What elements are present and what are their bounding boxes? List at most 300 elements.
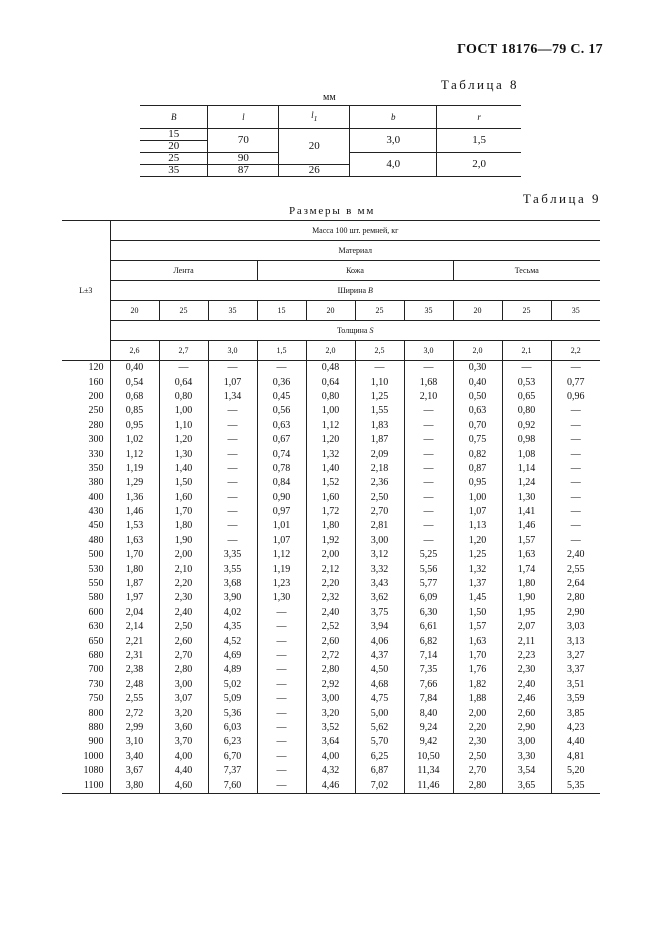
t9-mass-cell: 4,37	[355, 649, 404, 663]
t9-mass-cell: 0,63	[257, 419, 306, 433]
t9-mass-cell: 1,83	[355, 419, 404, 433]
table-row	[62, 735, 600, 749]
t9-mass-cell: 10,50	[404, 750, 453, 764]
t9-mass-cell: 0,30	[453, 361, 502, 376]
t9-mass-cell: 0,92	[502, 419, 551, 433]
t9-mass-cell: —	[208, 404, 257, 418]
t9-mass-cell: 5,25	[404, 548, 453, 562]
t9-mass-cell: 0,45	[257, 390, 306, 404]
table8-caption: Таблица 8	[440, 77, 519, 92]
t9-thickness-value: 1,5	[257, 341, 306, 361]
t9-mass-cell: 3,43	[355, 577, 404, 591]
t9-mass-cell: 1,57	[453, 620, 502, 634]
t9-mass-cell: 3,32	[355, 562, 404, 576]
t9-mass-cell: 1,40	[159, 462, 208, 476]
t9-mass-cell: 1,50	[453, 606, 502, 620]
t9-width-value: 20	[306, 301, 355, 321]
t9-mass-cell: —	[551, 505, 600, 519]
t9-mass-cell: 3,67	[110, 764, 159, 778]
t8-cell: 87	[208, 165, 279, 177]
t9-mass-cell: 6,70	[208, 750, 257, 764]
t9-mass-cell: 2,80	[453, 778, 502, 793]
table-row	[62, 562, 600, 576]
t9-mass-cell: 4,00	[306, 750, 355, 764]
t9-mass-cell: 4,40	[159, 764, 208, 778]
t9-mass-cell: 2,70	[355, 505, 404, 519]
t9-mass-cell: 6,82	[404, 634, 453, 648]
table-row	[62, 678, 600, 692]
t9-mass-cell: —	[404, 476, 453, 490]
t9-mass-cell: 0,74	[257, 447, 306, 461]
t9-mass-cell: 2,50	[159, 620, 208, 634]
t9-mass-cell: —	[208, 433, 257, 447]
t9-mass-cell: 0,36	[257, 375, 306, 389]
t9-mass-cell: 3,00	[502, 735, 551, 749]
t9-mass-cell: 2,50	[355, 491, 404, 505]
t9-mass-cell: 7,37	[208, 764, 257, 778]
t9-length-cell: 120	[62, 361, 110, 376]
table9-title: Размеры в мм	[289, 205, 376, 217]
t9-mass-cell: —	[257, 361, 306, 376]
t9-length-cell: 380	[62, 476, 110, 490]
t9-mass-cell: 3,59	[551, 692, 600, 706]
t9-mass-cell: 4,89	[208, 663, 257, 677]
t9-mass-cell: 1,32	[306, 447, 355, 461]
t9-mass-cell: 6,09	[404, 591, 453, 605]
t9-mass-cell: 2,70	[453, 764, 502, 778]
t8-cell: 26	[279, 165, 350, 177]
table-row	[62, 606, 600, 620]
t9-length-cell: 900	[62, 735, 110, 749]
t9-mass-cell: 1,50	[159, 476, 208, 490]
t9-mass-cell: 1,60	[306, 491, 355, 505]
t9-mass-cell: 0,80	[306, 390, 355, 404]
t9-length-cell: 500	[62, 548, 110, 562]
t9-width-value: 20	[110, 301, 159, 321]
t9-mass-cell: 0,78	[257, 462, 306, 476]
t9-mass-cell: 2,10	[159, 562, 208, 576]
t9-mass-cell: 0,40	[453, 375, 502, 389]
t9-mass-cell: —	[551, 534, 600, 548]
t8-cell: 3,0	[350, 129, 437, 153]
t9-mass-cell: 1,70	[159, 505, 208, 519]
t9-length-cell: 430	[62, 505, 110, 519]
t9-mass-cell: 2,40	[306, 606, 355, 620]
t9-mass-cell: 1,90	[502, 591, 551, 605]
table9-caption: Таблица 9	[522, 191, 601, 206]
t9-mass-cell: 2,21	[110, 634, 159, 648]
t9-length-cell: 630	[62, 620, 110, 634]
t9-mass-cell: 4,46	[306, 778, 355, 793]
t9-mass-cell: 2,00	[306, 548, 355, 562]
t9-mass-cell: 2,80	[306, 663, 355, 677]
t9-width-value: 25	[159, 301, 208, 321]
t9-mass-cell: 3,12	[355, 548, 404, 562]
t9-mass-cell: 1,20	[453, 534, 502, 548]
t9-mass-cell: 0,75	[453, 433, 502, 447]
t9-mass-cell: —	[257, 706, 306, 720]
t9-length-cell: 650	[62, 634, 110, 648]
t9-thickness-value: 2,0	[306, 341, 355, 361]
t9-mass-cell: 3,13	[551, 634, 600, 648]
t9-mass-cell: —	[257, 735, 306, 749]
t9-mass-cell: 1,53	[110, 519, 159, 533]
t9-thickness-value: 2,0	[453, 341, 502, 361]
t9-mass-cell: 1,90	[159, 534, 208, 548]
t9-mass-cell: 1,20	[159, 433, 208, 447]
t9-mass-cell: —	[404, 419, 453, 433]
t9-mass-cell: 1,13	[453, 519, 502, 533]
t9-mass-cell: 0,84	[257, 476, 306, 490]
t9-mass-cell: 3,55	[208, 562, 257, 576]
t9-mass-cell: 3,80	[110, 778, 159, 793]
t9-mass-cell: —	[257, 634, 306, 648]
t9-mass-cell: 1,00	[159, 404, 208, 418]
table-row	[62, 447, 600, 461]
t9-mass-cell: 2,32	[306, 591, 355, 605]
t9-mass-cell: 2,31	[110, 649, 159, 663]
t9-length-cell: 800	[62, 706, 110, 720]
t9-mass-cell: 0,96	[551, 390, 600, 404]
t8-cell: 15	[140, 129, 208, 141]
t9-mass-cell: 3,00	[306, 692, 355, 706]
t9-mass-cell: 5,77	[404, 577, 453, 591]
t9-mass-cell: 2,48	[110, 678, 159, 692]
t9-mass-cell: 3,03	[551, 620, 600, 634]
t9-mass-cell: —	[551, 491, 600, 505]
t9-length-cell: 880	[62, 721, 110, 735]
t9-mass-cell: 5,00	[355, 706, 404, 720]
t9-mass-cell: 7,35	[404, 663, 453, 677]
table-row	[62, 390, 600, 404]
t9-mass-cell: 3,00	[159, 678, 208, 692]
table-row	[62, 692, 600, 706]
t9-mass-cell: 4,50	[355, 663, 404, 677]
t9-mass-cell: —	[257, 750, 306, 764]
t9-mass-cell: 2,81	[355, 519, 404, 533]
t9-mass-cell: —	[208, 361, 257, 376]
t9-width-value: 35	[551, 301, 600, 321]
t9-mass-cell: 2,60	[306, 634, 355, 648]
t9-mass-cell: 2,50	[453, 750, 502, 764]
t9-mass-cell: 4,81	[551, 750, 600, 764]
t9-mass-cell: —	[257, 764, 306, 778]
t9-mass-cell: 2,20	[453, 721, 502, 735]
table-row	[62, 404, 600, 418]
t9-mass-cell: 3,51	[551, 678, 600, 692]
t9-length-cell: 400	[62, 491, 110, 505]
t9-mass-cell: 1,20	[306, 433, 355, 447]
t9-mass-cell: 3,30	[502, 750, 551, 764]
t9-mass-cell: 3,10	[110, 735, 159, 749]
t9-length-cell: 350	[62, 462, 110, 476]
t9-mass-cell: 0,80	[502, 404, 551, 418]
t9-mass-cell: 1,37	[453, 577, 502, 591]
t9-mass-cell: 0,64	[306, 375, 355, 389]
t9-mass-cell: —	[551, 519, 600, 533]
t9-mass-cell: 1,14	[502, 462, 551, 476]
t9-mass-cell: 3,37	[551, 663, 600, 677]
t9-mass-cell: 1,80	[306, 519, 355, 533]
t9-mass-cell: 5,09	[208, 692, 257, 706]
t9-mass-cell: 7,84	[404, 692, 453, 706]
t9-mass-cell: 0,98	[502, 433, 551, 447]
t9-mass-cell: 2,20	[159, 577, 208, 591]
t9-width-value: 15	[257, 301, 306, 321]
t9-mass-cell: 2,64	[551, 577, 600, 591]
t9-length-cell: 200	[62, 390, 110, 404]
t9-col-length: L±3	[62, 221, 110, 361]
t8-cell: 1,5	[437, 129, 521, 153]
t9-header-width: Ширина B	[110, 281, 600, 301]
t9-mass-cell: —	[208, 447, 257, 461]
t8-cell: 2,0	[437, 153, 521, 177]
t9-mass-cell: —	[257, 620, 306, 634]
table-row	[62, 721, 600, 735]
t9-mass-cell: 0,95	[110, 419, 159, 433]
t9-mass-cell: 9,24	[404, 721, 453, 735]
t9-mass-cell: 3,85	[551, 706, 600, 720]
t9-mass-cell: 5,02	[208, 678, 257, 692]
t9-mass-cell: 1,70	[110, 548, 159, 562]
t9-mass-cell: 7,66	[404, 678, 453, 692]
t9-mass-cell: 6,23	[208, 735, 257, 749]
t9-mass-cell: 1,00	[306, 404, 355, 418]
table-row	[62, 764, 600, 778]
table-row	[62, 491, 600, 505]
t9-mass-cell: 1,72	[306, 505, 355, 519]
t9-mass-cell: 0,54	[110, 375, 159, 389]
t9-mass-cell: —	[551, 462, 600, 476]
t9-mass-cell: —	[159, 361, 208, 376]
t9-mass-cell: —	[551, 447, 600, 461]
t9-mass-cell: 1,30	[159, 447, 208, 461]
t9-mass-cell: 7,02	[355, 778, 404, 793]
t9-mass-cell: —	[257, 778, 306, 793]
t9-mass-cell: 2,12	[306, 562, 355, 576]
t9-mass-cell: 1,12	[306, 419, 355, 433]
t9-mass-cell: 1,34	[208, 390, 257, 404]
t9-mass-cell: 1,82	[453, 678, 502, 692]
t9-mass-cell: —	[208, 462, 257, 476]
t9-mass-cell: 0,50	[453, 390, 502, 404]
t9-mass-cell: 5,35	[551, 778, 600, 793]
t9-width-value: 25	[502, 301, 551, 321]
t9-thickness-value: 3,0	[208, 341, 257, 361]
t9-mass-cell: 2,30	[502, 663, 551, 677]
t9-mass-cell: 2,46	[502, 692, 551, 706]
t9-length-cell: 1080	[62, 764, 110, 778]
t9-mass-cell: 0,87	[453, 462, 502, 476]
t9-mass-cell: 7,14	[404, 649, 453, 663]
t9-mass-cell: 0,53	[502, 375, 551, 389]
t9-mass-cell: 4,68	[355, 678, 404, 692]
t9-mass-cell: 1,63	[453, 634, 502, 648]
t9-mass-cell: —	[502, 361, 551, 376]
table-row	[62, 505, 600, 519]
t8-cell: 35	[140, 165, 208, 177]
table-row	[62, 548, 600, 562]
t9-length-cell: 480	[62, 534, 110, 548]
t8-cell: 20	[279, 129, 350, 165]
t9-mass-cell: 1,95	[502, 606, 551, 620]
t9-length-cell: 250	[62, 404, 110, 418]
t9-mass-cell: 6,25	[355, 750, 404, 764]
t9-mass-cell: 2,10	[404, 390, 453, 404]
table-row	[62, 534, 600, 548]
t8-cell: 25	[140, 153, 208, 165]
t9-mass-cell: 2,52	[306, 620, 355, 634]
t9-mass-cell: 3,54	[502, 764, 551, 778]
t9-mass-cell: 1,52	[306, 476, 355, 490]
t9-mass-cell: —	[208, 519, 257, 533]
t9-mass-cell: —	[551, 476, 600, 490]
t9-mass-cell: 1,45	[453, 591, 502, 605]
t9-mass-cell: 11,46	[404, 778, 453, 793]
t9-mass-cell: —	[355, 361, 404, 376]
t9-mass-cell: 0,48	[306, 361, 355, 376]
table-row	[62, 375, 600, 389]
t9-mass-cell: —	[404, 447, 453, 461]
t9-mass-cell: 6,61	[404, 620, 453, 634]
page-header: ГОСТ 18176—79 С. 17	[457, 42, 603, 57]
t9-mass-cell: 5,20	[551, 764, 600, 778]
t9-mass-cell: 1,12	[257, 548, 306, 562]
t9-length-cell: 600	[62, 606, 110, 620]
t9-mass-cell: 0,56	[257, 404, 306, 418]
t9-mass-cell: 3,90	[208, 591, 257, 605]
t9-mass-cell: 1,19	[110, 462, 159, 476]
t9-mass-cell: 0,64	[159, 375, 208, 389]
t9-mass-cell: 1,25	[355, 390, 404, 404]
t9-length-cell: 160	[62, 375, 110, 389]
t9-mass-cell: —	[404, 462, 453, 476]
t9-mass-cell: 1,10	[355, 375, 404, 389]
t9-length-cell: 300	[62, 433, 110, 447]
t9-mass-cell: —	[404, 534, 453, 548]
t9-mass-cell: —	[257, 663, 306, 677]
table-row	[62, 462, 600, 476]
table-row	[62, 433, 600, 447]
t9-mass-cell: 1,41	[502, 505, 551, 519]
t9-mass-cell: 2,40	[551, 548, 600, 562]
table-row	[62, 634, 600, 648]
t9-mass-cell: 1,57	[502, 534, 551, 548]
t9-mass-cell: 2,90	[502, 721, 551, 735]
t9-length-cell: 1000	[62, 750, 110, 764]
t9-mass-cell: 2,07	[502, 620, 551, 634]
t9-mass-cell: 3,27	[551, 649, 600, 663]
t9-length-cell: 580	[62, 591, 110, 605]
t9-mass-cell: 2,90	[551, 606, 600, 620]
t9-mass-cell: —	[404, 361, 453, 376]
t9-mass-cell: 1,10	[159, 419, 208, 433]
t9-mass-cell: 1,87	[355, 433, 404, 447]
t9-length-cell: 530	[62, 562, 110, 576]
t9-mass-cell: 2,30	[453, 735, 502, 749]
t8-col-l1: $l_1$	[279, 106, 350, 129]
table-row	[62, 663, 600, 677]
t9-length-cell: 700	[62, 663, 110, 677]
t9-mass-cell: 3,65	[502, 778, 551, 793]
t9-mass-cell: 0,63	[453, 404, 502, 418]
t9-mass-cell: —	[551, 404, 600, 418]
table8	[140, 105, 521, 177]
t8-cell: 70	[208, 129, 279, 153]
t9-mass-cell: 2,80	[159, 663, 208, 677]
t9-mass-cell: 2,00	[453, 706, 502, 720]
t9-mass-cell: —	[208, 505, 257, 519]
t9-mass-cell: 4,52	[208, 634, 257, 648]
t9-mass-cell: 1,97	[110, 591, 159, 605]
t9-mass-cell: 1,32	[453, 562, 502, 576]
t9-mass-cell: 3,68	[208, 577, 257, 591]
t9-mass-cell: 2,40	[159, 606, 208, 620]
t9-mass-cell: 1,02	[110, 433, 159, 447]
t9-length-cell: 680	[62, 649, 110, 663]
t9-thickness-value: 3,0	[404, 341, 453, 361]
t9-mass-cell: 1,07	[208, 375, 257, 389]
t9-mass-cell: 4,60	[159, 778, 208, 793]
t9-length-cell: 280	[62, 419, 110, 433]
t9-mass-cell: 1,88	[453, 692, 502, 706]
t9-mass-cell: 0,68	[110, 390, 159, 404]
t9-mass-cell: 1,30	[257, 591, 306, 605]
t9-mass-cell: 2,70	[159, 649, 208, 663]
t9-mass-cell: 2,11	[502, 634, 551, 648]
t9-mass-cell: —	[404, 505, 453, 519]
t9-mass-cell: 1,23	[257, 577, 306, 591]
t9-mass-cell: 4,35	[208, 620, 257, 634]
table-row	[62, 591, 600, 605]
t9-mass-cell: —	[404, 404, 453, 418]
t9-mass-cell: 0,40	[110, 361, 159, 376]
t9-mass-cell: 0,77	[551, 375, 600, 389]
t9-length-cell: 450	[62, 519, 110, 533]
t9-mass-cell: 1,01	[257, 519, 306, 533]
t9-mass-cell: 3,20	[159, 706, 208, 720]
t9-mass-cell: 11,34	[404, 764, 453, 778]
t8-cell: 4,0	[350, 153, 437, 177]
t9-mass-cell: 4,69	[208, 649, 257, 663]
t9-mass-cell: 1,80	[110, 562, 159, 576]
table-row	[62, 706, 600, 720]
t9-mass-cell: 2,99	[110, 721, 159, 735]
t9-mass-cell: 2,72	[306, 649, 355, 663]
t9-mass-cell: 5,62	[355, 721, 404, 735]
t9-mass-cell: 4,00	[159, 750, 208, 764]
t9-mass-cell: 3,52	[306, 721, 355, 735]
table-row	[62, 577, 600, 591]
table8-unit: мм	[323, 92, 336, 103]
t9-mass-cell: 1,30	[502, 491, 551, 505]
t9-header-thickness: Толщина S	[110, 321, 600, 341]
table-row	[62, 361, 600, 376]
t9-mass-cell: 4,40	[551, 735, 600, 749]
t9-mass-cell: 0,95	[453, 476, 502, 490]
t9-mass-cell: 1,63	[502, 548, 551, 562]
t9-mass-cell: 2,30	[159, 591, 208, 605]
t9-mass-cell: 1,08	[502, 447, 551, 461]
t9-mass-cell: 1,07	[453, 505, 502, 519]
t9-mass-cell: 1,12	[110, 447, 159, 461]
t9-mass-cell: 1,70	[453, 649, 502, 663]
t9-mass-cell: 2,14	[110, 620, 159, 634]
t9-mass-cell: 1,25	[453, 548, 502, 562]
t9-mass-cell: —	[551, 433, 600, 447]
t9-mass-cell: —	[257, 692, 306, 706]
t9-mass-cell: 1,87	[110, 577, 159, 591]
